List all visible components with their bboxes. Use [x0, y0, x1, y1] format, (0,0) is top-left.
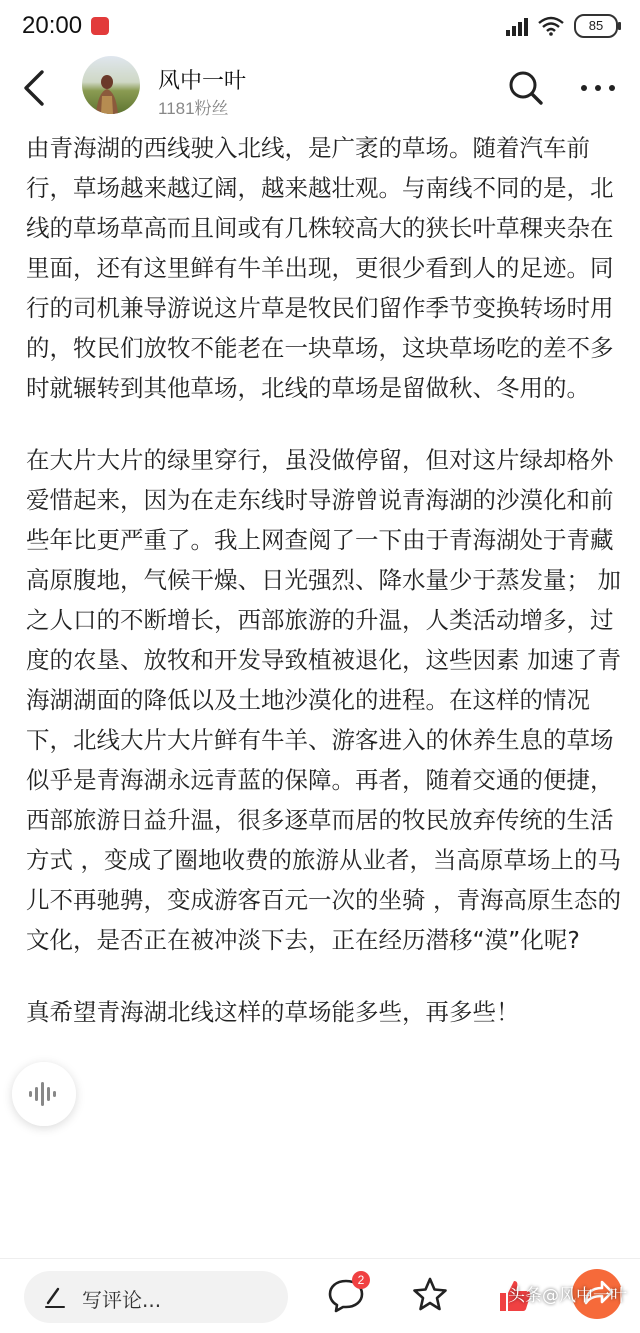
signal-icon	[506, 16, 528, 36]
article-header	[0, 56, 640, 120]
article-paragraph: 由青海湖的西线驶入北线，是广袤的草场。随着汽车前行，草场越来越辽阔，越来越壮观。与南线不同的是，北线的草场草高而且间或有几株较高大的狭长叶草稞夹杂在里面，还有这里鲜有牛羊出现，更很少看到人的足迹。同行的司机兼导游说这片草是牧民们留作季节变换转场时用的，牧民们放牧不能老在一块草场，这块草场吃的差不多时就辗转到其他草场，北线的草场是留做秋、冬用的。	[26, 134, 614, 402]
article-paragraph: 在大片大片的绿里穿行，虽没做停留，但对这片绿却格外爱惜起来，因为在走东线时导游曾说青海湖的沙漠化和前些年比更严重了。我上网查阅了一下由于青海湖处于青藏高原腹地，气候干燥、日光强烈、降水量少于蒸发量； 加之人口的不断增长，西部旅游的升温，人类活动增多，过度的农垦、放牧和开发导致植被退化，这些因素 加速了青海湖湖面的降低以及土地沙漠化的进程。在这样的情况下，北线大片大片鲜有牛羊、游客进入的休养生息的草场似乎是青海湖永远青蓝的保障。再者，随着交通的便捷，西部旅游日益升温，很多逐草而居的牧民放弃传统的生活方式 ，变成了圈地收费的旅游从业者，当高原草场上的马儿不再驰骋，变成游客百元一次的坐骑 ，青海高原生态的文化，是否正在被冲淡下去，正在经历潜移“漠”化呢?	[26, 446, 621, 954]
back-icon[interactable]	[16, 66, 56, 110]
app-notification-icon	[91, 17, 109, 35]
watermark-text: 头条@风中一叶	[508, 1286, 627, 1306]
more-icon[interactable]	[576, 66, 620, 110]
avatar[interactable]	[82, 56, 140, 114]
article-body	[26, 128, 626, 1032]
status-right-group	[506, 14, 618, 38]
star-icon[interactable]	[410, 1273, 450, 1317]
voice-read-button[interactable]	[12, 1062, 76, 1126]
author-name[interactable]: 风中一叶	[158, 69, 247, 94]
author-fans-count: 1181粉丝	[158, 99, 229, 118]
search-icon[interactable]	[504, 66, 548, 110]
bottom-action-bar	[0, 1258, 640, 1333]
write-comment-input[interactable]	[24, 1271, 288, 1323]
comment-count-badge: 2	[352, 1271, 370, 1289]
audio-wave-icon	[27, 1080, 61, 1108]
article-paragraph: 真希望青海湖北线这样的草场能多些，再多些！	[26, 998, 520, 1026]
status-bar	[0, 0, 640, 56]
pen-icon	[44, 1285, 66, 1309]
wifi-icon	[538, 16, 564, 36]
battery-icon: 85	[574, 14, 618, 38]
status-time: 20:00	[22, 12, 83, 39]
comment-placeholder: 写评论...	[82, 1288, 162, 1312]
